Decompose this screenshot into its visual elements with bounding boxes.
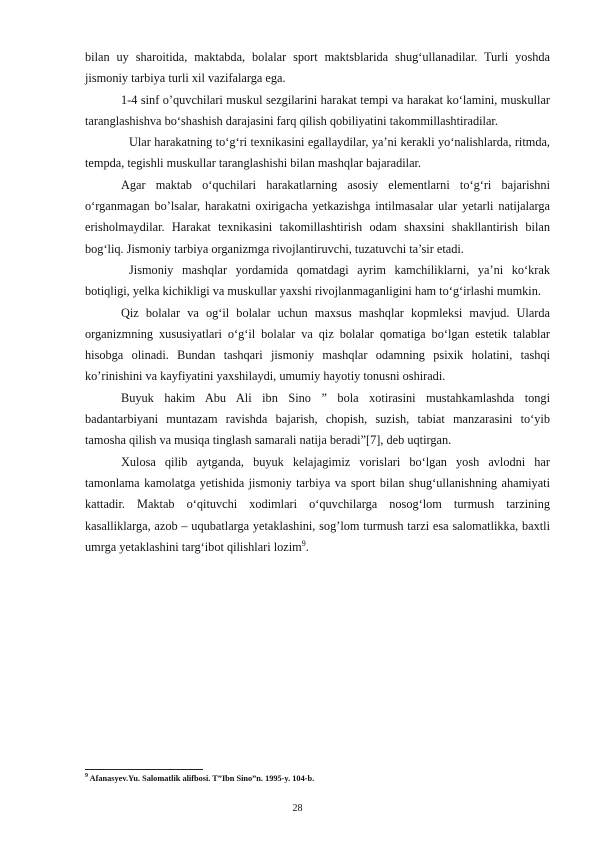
paragraph: Buyuk hakim Abu Ali ibn Sino ” bola xotirasini mustahkamlashda tongi badantarbiyani muntazam ravishda bajarish, chopish, suzish, tabiat manzarasini to‘yib tamosha qilish va musiqa tinglash samarali natija beradi”[7], deb uqtirgan. bbox=[85, 390, 550, 448]
footnote-text: Afanasyev.Yu. Salomatlik alifbosi. T”Ibn Sino”n. 1995-y. 104-b. bbox=[89, 774, 315, 783]
paragraph-conclusion bbox=[85, 452, 550, 558]
footnote-separator bbox=[85, 769, 203, 770]
page-number: 28 bbox=[292, 803, 303, 814]
sentence-end: . bbox=[305, 539, 309, 554]
paragraph: Agar maktab o‘quchilari harakatlarning asosiy elementlarni to‘g‘ri bajarishni o‘rganmagan bo’lsalar, harakatni oxirigacha yetkazishga intilmasalar ular yetarli natijalarga erisholmaydilar. Harakat texnikasini takomillashtirish odam shaxsini shakllantirish bilan bog‘liq. Jismoniy tarbiya organizmga rivojlantiruvchi, tuzatuvchi ta’sir etadi. bbox=[85, 177, 550, 256]
footnote-number: 9 bbox=[85, 773, 88, 780]
paragraph: 1-4 sinf o’quvchilari muskul sezgilarini harakat tempi va harakat ko‘lamini, muskullar taranglashishva bo‘shashish darajasini farq qilish qobiliyatini takommillashtiradilar. bbox=[85, 92, 550, 128]
document-body bbox=[85, 47, 550, 558]
footnote-reference: 9 bbox=[301, 538, 306, 548]
footnote bbox=[85, 773, 314, 784]
paragraph: Qiz bolalar va og‘il bolalar uchun maxsus mashqlar kopmleksi mavjud. Ularda organizmning xususiyatlari o‘g‘il bolalar va qiz bolalar qomatiga bo‘lgan estetik talablar hisobga olinadi. Bundan tashqari jismoniy mashqlar odamning psixik holatini, tashqi ko’rinishini va kayfiyatini yaxshilaydi, umumiy hayotiy tonusni oshiradi. bbox=[85, 305, 550, 384]
paragraph-continuation: bilan uy sharoitida, maktabda, bolalar sport maktsblarida shug‘ullanadilar. Turli yoshda jismoniy tarbiya turli xil vazifalarga ega. bbox=[85, 50, 550, 86]
paragraph: Ular harakatning to‘g‘ri texnikasini egallaydilar, ya’ni kerakli yo‘nalishlarda, ritmda, tempda, tegishli muskullar taranglashishi bilan mashqlar bajaradilar. bbox=[85, 135, 550, 171]
paragraph: Jismoniy mashqlar yordamida qomatdagi ayrim kamchiliklarni, ya’ni ko‘krak botiqligi, yelka kichikligi va muskullar yaxshi rivojlanmaganligini ham to‘g‘irlashi mumkin. bbox=[85, 262, 550, 299]
paragraph-text: Xulosa qilib aytganda, buyuk kelajagimiz vorislari bo‘lgan yosh avlodni har tamonlama kamolatga yetishida jismoniy tarbiya va sport bilan shug‘ullanishning ahamiyati kattadir. Maktab o‘qituvchi xodimlari o‘quvchilarga nosog‘lom turmush tarzining kasalliklarga, azob – uqubatlarga yetaklashini, sog’lom turmush tarzi esa salomatlikka, baxtli umrga yetaklashini targ‘ibot qilishlari lozim bbox=[85, 454, 550, 554]
